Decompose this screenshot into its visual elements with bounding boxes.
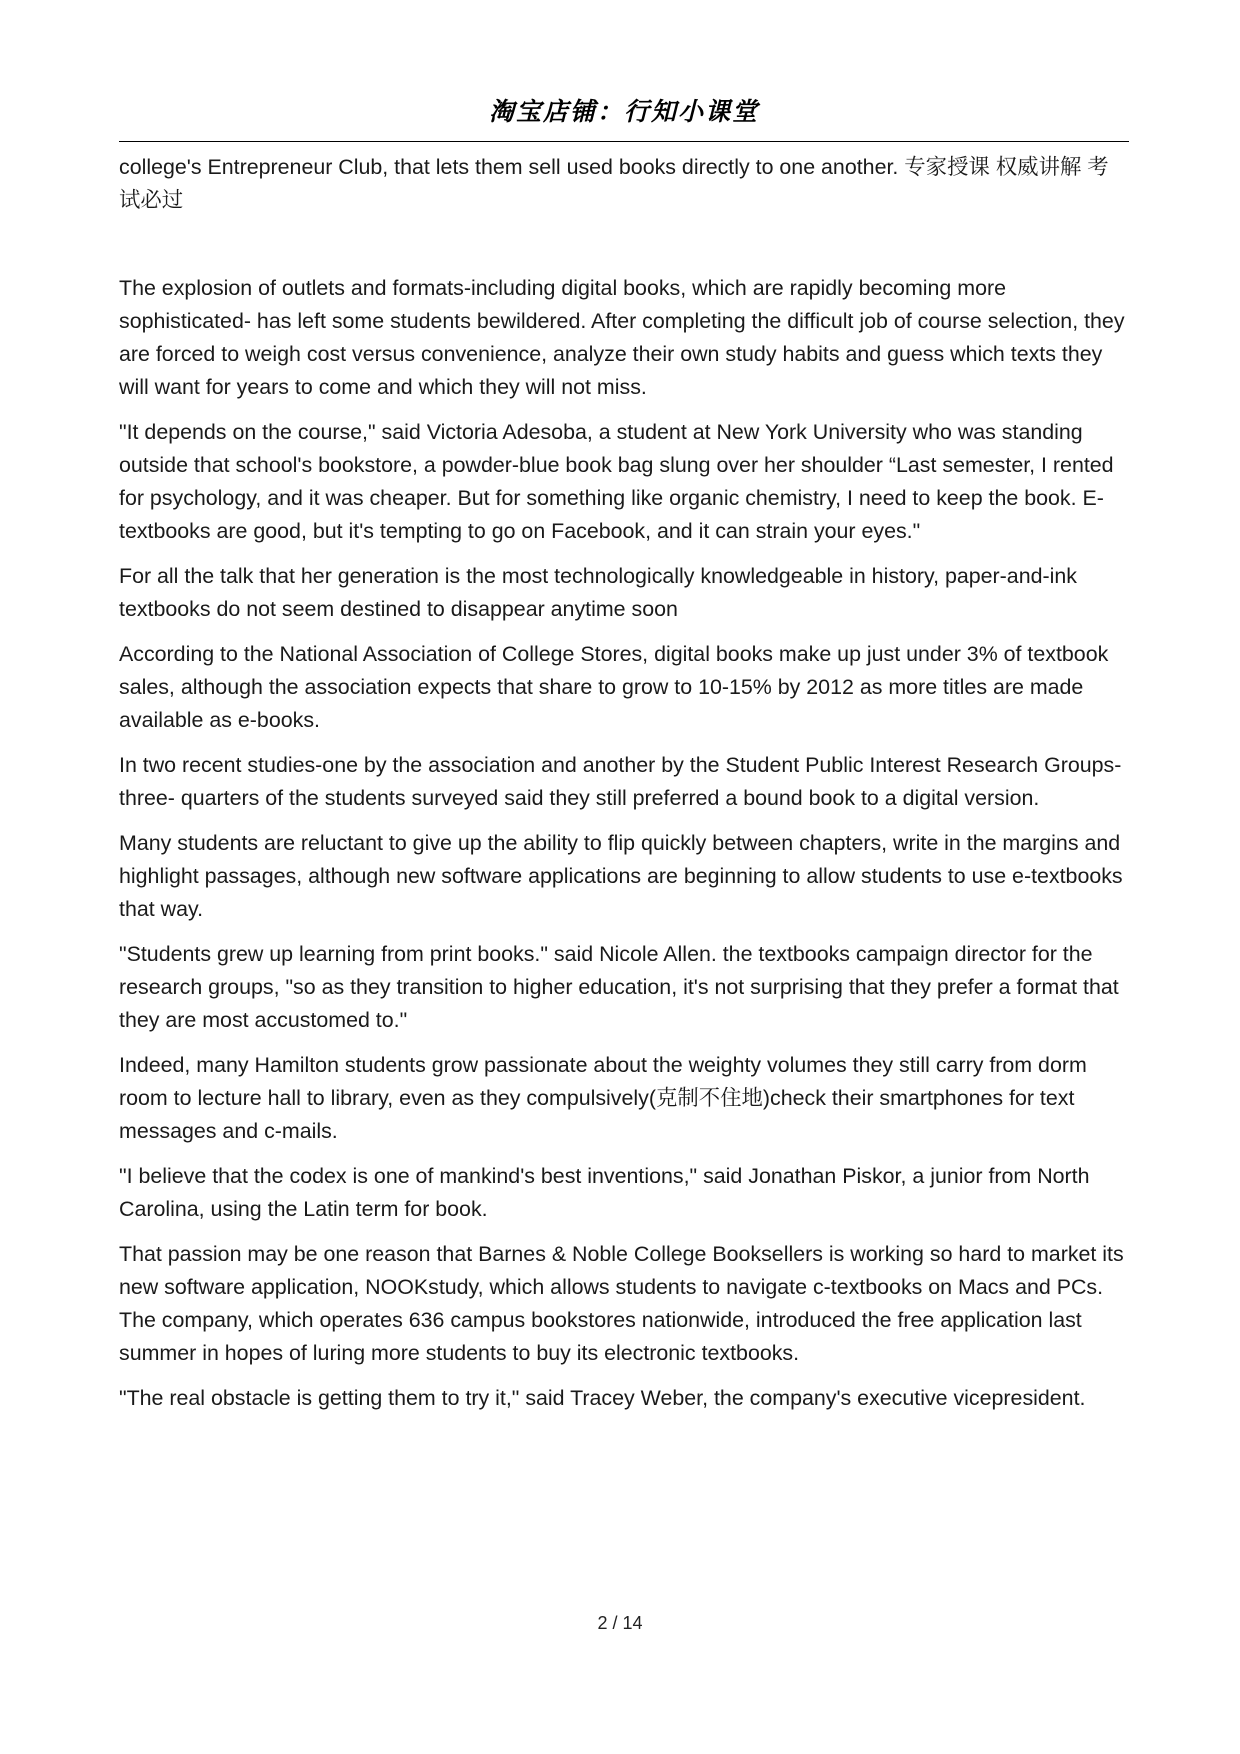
paragraph: Many students are reluctant to give up the ability to flip quickly between chapters, write in the margins and highlight passages, although new software applications are beginning to allow students to use e-textbooks that way. [119,831,1123,921]
paragraph: "The real obstacle is getting them to try it," said Tracey Weber, the company's executive vicepresident. [119,1386,1086,1410]
paragraph: "Students grew up learning from print books." said Nicole Allen. the textbooks campaign director for the research groups, "so as they transition to higher education, it's not surprising that they prefer a format that they are most accustomed to." [119,942,1119,1032]
article-body [119,151,1129,1427]
page-header-title: 淘宝店铺：行知小课堂 [488,97,759,126]
paragraph: college's Entrepreneur Club, that lets them sell used books directly to one another. 专家授课 权威讲解 考试必过 [119,155,1109,212]
page-number: 2 / 14 [597,1613,643,1633]
paragraph: In two recent studies-one by the association and another by the Student Public Interest Research Groups-three- quarters of the students surveyed said they still preferred a bound book to a digital version. [119,753,1122,810]
paragraph: According to the National Association of College Stores, digital books make up just under 3% of textbook sales, although the association expects that share to grow to 10-15% by 2012 as more titles are made available as e-books. [119,642,1109,732]
paragraph: "I believe that the codex is one of mankind's best inventions," said Jonathan Piskor, a junior from North Carolina, using the Latin term for book. [119,1164,1090,1221]
paragraph: The explosion of outlets and formats-including digital books, which are rapidly becoming more sophisticated- has left some students bewildered. After completing the difficult job of course selection, they are forced to weigh cost versus convenience, analyze their own study habits and guess which texts they will want for years to come and which they will not miss. [119,276,1125,399]
paragraph: That passion may be one reason that Barnes & Noble College Booksellers is working so hard to market its new software application, NOOKstudy, which allows students to navigate c-textbooks on Macs and PCs. The company, which operates 636 campus bookstores nationwide, introduced the free application last summer in hopes of luring more students to buy its electronic textbooks. [119,1242,1124,1365]
header-divider [119,141,1129,142]
paragraph: "It depends on the course," said Victoria Adesoba, a student at New York University who was standing outside that school's bookstore, a powder-blue book bag slung over her shoulder “Last semester, I rented for psychology, and it was cheaper. But for something like organic chemistry, I need to keep the book. E-textbooks are good, but it's tempting to go on Facebook, and it can strain your eyes." [119,420,1114,543]
paragraph: Indeed, many Hamilton students grow passionate about the weighty volumes they still carry from dorm room to lecture hall to library, even as they compulsively(克制不住地)check their smartphones for text messages and c-mails. [119,1053,1087,1143]
paragraph: For all the talk that her generation is the most technologically knowledgeable in history, paper-and-ink textbooks do not seem destined to disappear anytime soon [119,564,1077,621]
